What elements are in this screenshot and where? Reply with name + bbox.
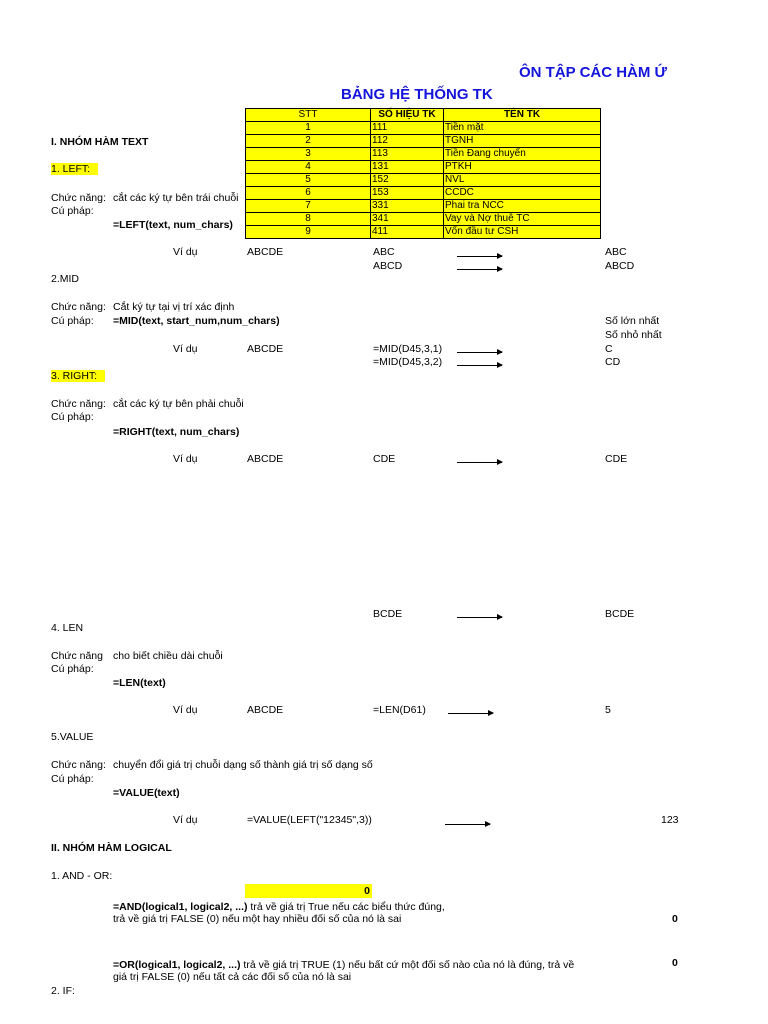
right-func-label: Chức năng: <box>51 398 106 410</box>
table-row <box>246 161 601 174</box>
or-desc: trả về giá trị TRUE (1) nếu bất cứ một đối số nào của nó là đúng, trả về <box>240 959 575 971</box>
value-syntax-label: Cú pháp: <box>51 773 94 785</box>
table-header-row <box>246 109 601 122</box>
mid-func-desc: Cắt ký tự tại vị trí xác định <box>113 301 235 313</box>
section-text-heading: I. NHÓM HÀM TEXT <box>51 136 149 148</box>
table-row <box>246 122 601 135</box>
andor-highlight-value: 0 <box>245 884 372 898</box>
table-row <box>246 148 601 161</box>
len-syntax-label: Cú pháp: <box>51 663 94 675</box>
cell-so-hieu: 111 <box>371 122 444 135</box>
table-row <box>246 187 601 200</box>
cell-stt: 9 <box>246 226 371 239</box>
left-example-expr-2: ABCD <box>373 260 403 272</box>
len-func-desc: cho biết chiều dài chuỗi <box>113 650 223 662</box>
cell-ten-tk: CCDC <box>444 187 601 200</box>
cell-so-hieu: 411 <box>371 226 444 239</box>
and-description-line-1 <box>113 901 445 913</box>
mid-example-label: Ví dụ <box>173 343 198 355</box>
len-func-label: Chức năng <box>51 650 103 662</box>
cell-stt: 1 <box>246 122 371 135</box>
left-syntax-label: Cú pháp: <box>51 205 94 217</box>
account-table <box>245 108 601 239</box>
cell-so-hieu: 153 <box>371 187 444 200</box>
cell-ten-tk: Tiền Đang chuyển <box>444 148 601 161</box>
cell-ten-tk: Vay và Nợ thuê TC <box>444 213 601 226</box>
and-description-line-2: trả về giá trị FALSE (0) nếu một hay nhiều đối số của nó là sai <box>113 913 402 925</box>
value-func-desc: chuyển đổi giá trị chuỗi dạng số thành giá trị số dạng số <box>113 759 373 771</box>
cell-so-hieu: 112 <box>371 135 444 148</box>
mid-example-expr-1: =MID(D45,3,1) <box>373 343 443 355</box>
mid-title: 2.MID <box>51 273 80 285</box>
right-title: 3. RIGHT: <box>51 370 105 382</box>
andor-title: 1. AND - OR: <box>51 870 113 882</box>
arrow-right-icon <box>457 617 502 618</box>
cell-stt: 8 <box>246 213 371 226</box>
cell-so-hieu: 152 <box>371 174 444 187</box>
right-example-label: Ví dụ <box>173 453 198 465</box>
mid-example-result-2: CD <box>605 356 621 368</box>
arrow-right-icon <box>457 352 502 353</box>
header-so-hieu: SỐ HIỆU TK <box>371 109 444 122</box>
cell-stt: 2 <box>246 135 371 148</box>
left-func-label: Chức năng: <box>51 192 106 204</box>
len-example-result: 5 <box>605 704 611 716</box>
and-syntax: =AND(logical1, logical2, ...) <box>113 901 248 913</box>
table-row <box>246 213 601 226</box>
and-result: 0 <box>672 913 678 925</box>
value-example-result: 123 <box>661 814 679 826</box>
and-desc: trả về giá trị True nếu các biểu thức đúng, <box>247 901 445 913</box>
len-title: 4. LEN <box>51 622 84 634</box>
table-row <box>246 174 601 187</box>
len-example-input: ABCDE <box>247 704 284 716</box>
left-example-result-1: ABC <box>605 246 627 258</box>
left-example-expr-1: ABC <box>373 246 395 258</box>
cell-ten-tk: Phai tra NCC <box>444 200 601 213</box>
right-syntax-label: Cú pháp: <box>51 411 94 423</box>
table-row <box>246 200 601 213</box>
cell-ten-tk: NVL <box>444 174 601 187</box>
cell-stt: 3 <box>246 148 371 161</box>
value-func-label: Chức năng: <box>51 759 106 771</box>
value-syntax: =VALUE(text) <box>113 787 180 799</box>
mid-syntax-label: Cú pháp: <box>51 315 94 327</box>
arrow-right-icon <box>445 824 490 825</box>
table-row <box>246 135 601 148</box>
cell-ten-tk: PTKH <box>444 161 601 174</box>
arrow-right-icon <box>457 365 502 366</box>
or-description-line-2: giá trị FALSE (0) nếu tất cả các đối số của nó là sai <box>113 971 352 983</box>
table-title: BẢNG HỆ THỐNG TK <box>341 86 493 103</box>
arrow-right-icon <box>457 256 502 257</box>
cell-so-hieu: 331 <box>371 200 444 213</box>
right-func-desc: cắt các ký tự bên phải chuỗi <box>113 398 244 410</box>
table-row <box>246 226 601 239</box>
cell-stt: 6 <box>246 187 371 200</box>
cell-stt: 4 <box>246 161 371 174</box>
cell-ten-tk: Tiền mặt <box>444 122 601 135</box>
len-syntax: =LEN(text) <box>113 677 166 689</box>
mid-syntax: =MID(text, start_num,num_chars) <box>113 315 280 327</box>
right-example-expr: CDE <box>373 453 396 465</box>
cell-so-hieu: 131 <box>371 161 444 174</box>
header-ten-tk: TÊN TK <box>444 109 601 122</box>
or-result: 0 <box>672 957 678 969</box>
mid-example-input: ABCDE <box>247 343 284 355</box>
cell-so-hieu: 341 <box>371 213 444 226</box>
mid-func-label: Chức năng: <box>51 301 106 313</box>
mid-side-note-2: Số nhỏ nhất <box>605 329 662 341</box>
header-stt: STT <box>246 109 371 122</box>
left-title: 1. LEFT: <box>51 163 98 175</box>
cell-ten-tk: Vốn đầu tư CSH <box>444 226 601 239</box>
value-example-expr: =VALUE(LEFT("12345",3)) <box>247 814 372 826</box>
if-title: 2. IF: <box>51 985 75 997</box>
arrow-right-icon <box>457 269 502 270</box>
section-logical-heading: II. NHÓM HÀM LOGICAL <box>51 842 172 854</box>
cell-so-hieu: 113 <box>371 148 444 161</box>
left-example-input: ABCDE <box>247 246 284 258</box>
value-title: 5.VALUE <box>51 731 94 743</box>
right-extra-expr: BCDE <box>373 608 403 620</box>
value-example-label: Ví dụ <box>173 814 198 826</box>
right-syntax: =RIGHT(text, num_chars) <box>113 426 240 438</box>
mid-example-expr-2: =MID(D45,3,2) <box>373 356 443 368</box>
page-title: ÔN TẬP CÁC HÀM Ứ <box>519 64 668 81</box>
left-example-label: Ví dụ <box>173 246 198 258</box>
cell-stt: 5 <box>246 174 371 187</box>
left-func-desc: cắt các ký tự bên trái chuỗi <box>113 192 239 204</box>
left-syntax: =LEFT(text, num_chars) <box>113 219 233 231</box>
left-example-result-2: ABCD <box>605 260 635 272</box>
cell-ten-tk: TGNH <box>444 135 601 148</box>
cell-stt: 7 <box>246 200 371 213</box>
or-syntax: =OR(logical1, logical2, ...) <box>113 959 241 971</box>
mid-example-result-1: C <box>605 343 613 355</box>
len-example-label: Ví dụ <box>173 704 198 716</box>
right-example-result: CDE <box>605 453 628 465</box>
right-extra-result: BCDE <box>605 608 635 620</box>
or-description-line-1 <box>113 959 574 971</box>
arrow-right-icon <box>448 713 493 714</box>
right-example-input: ABCDE <box>247 453 284 465</box>
len-example-expr: =LEN(D61) <box>373 704 426 716</box>
mid-side-note-1: Số lớn nhất <box>605 315 660 327</box>
arrow-right-icon <box>457 462 502 463</box>
